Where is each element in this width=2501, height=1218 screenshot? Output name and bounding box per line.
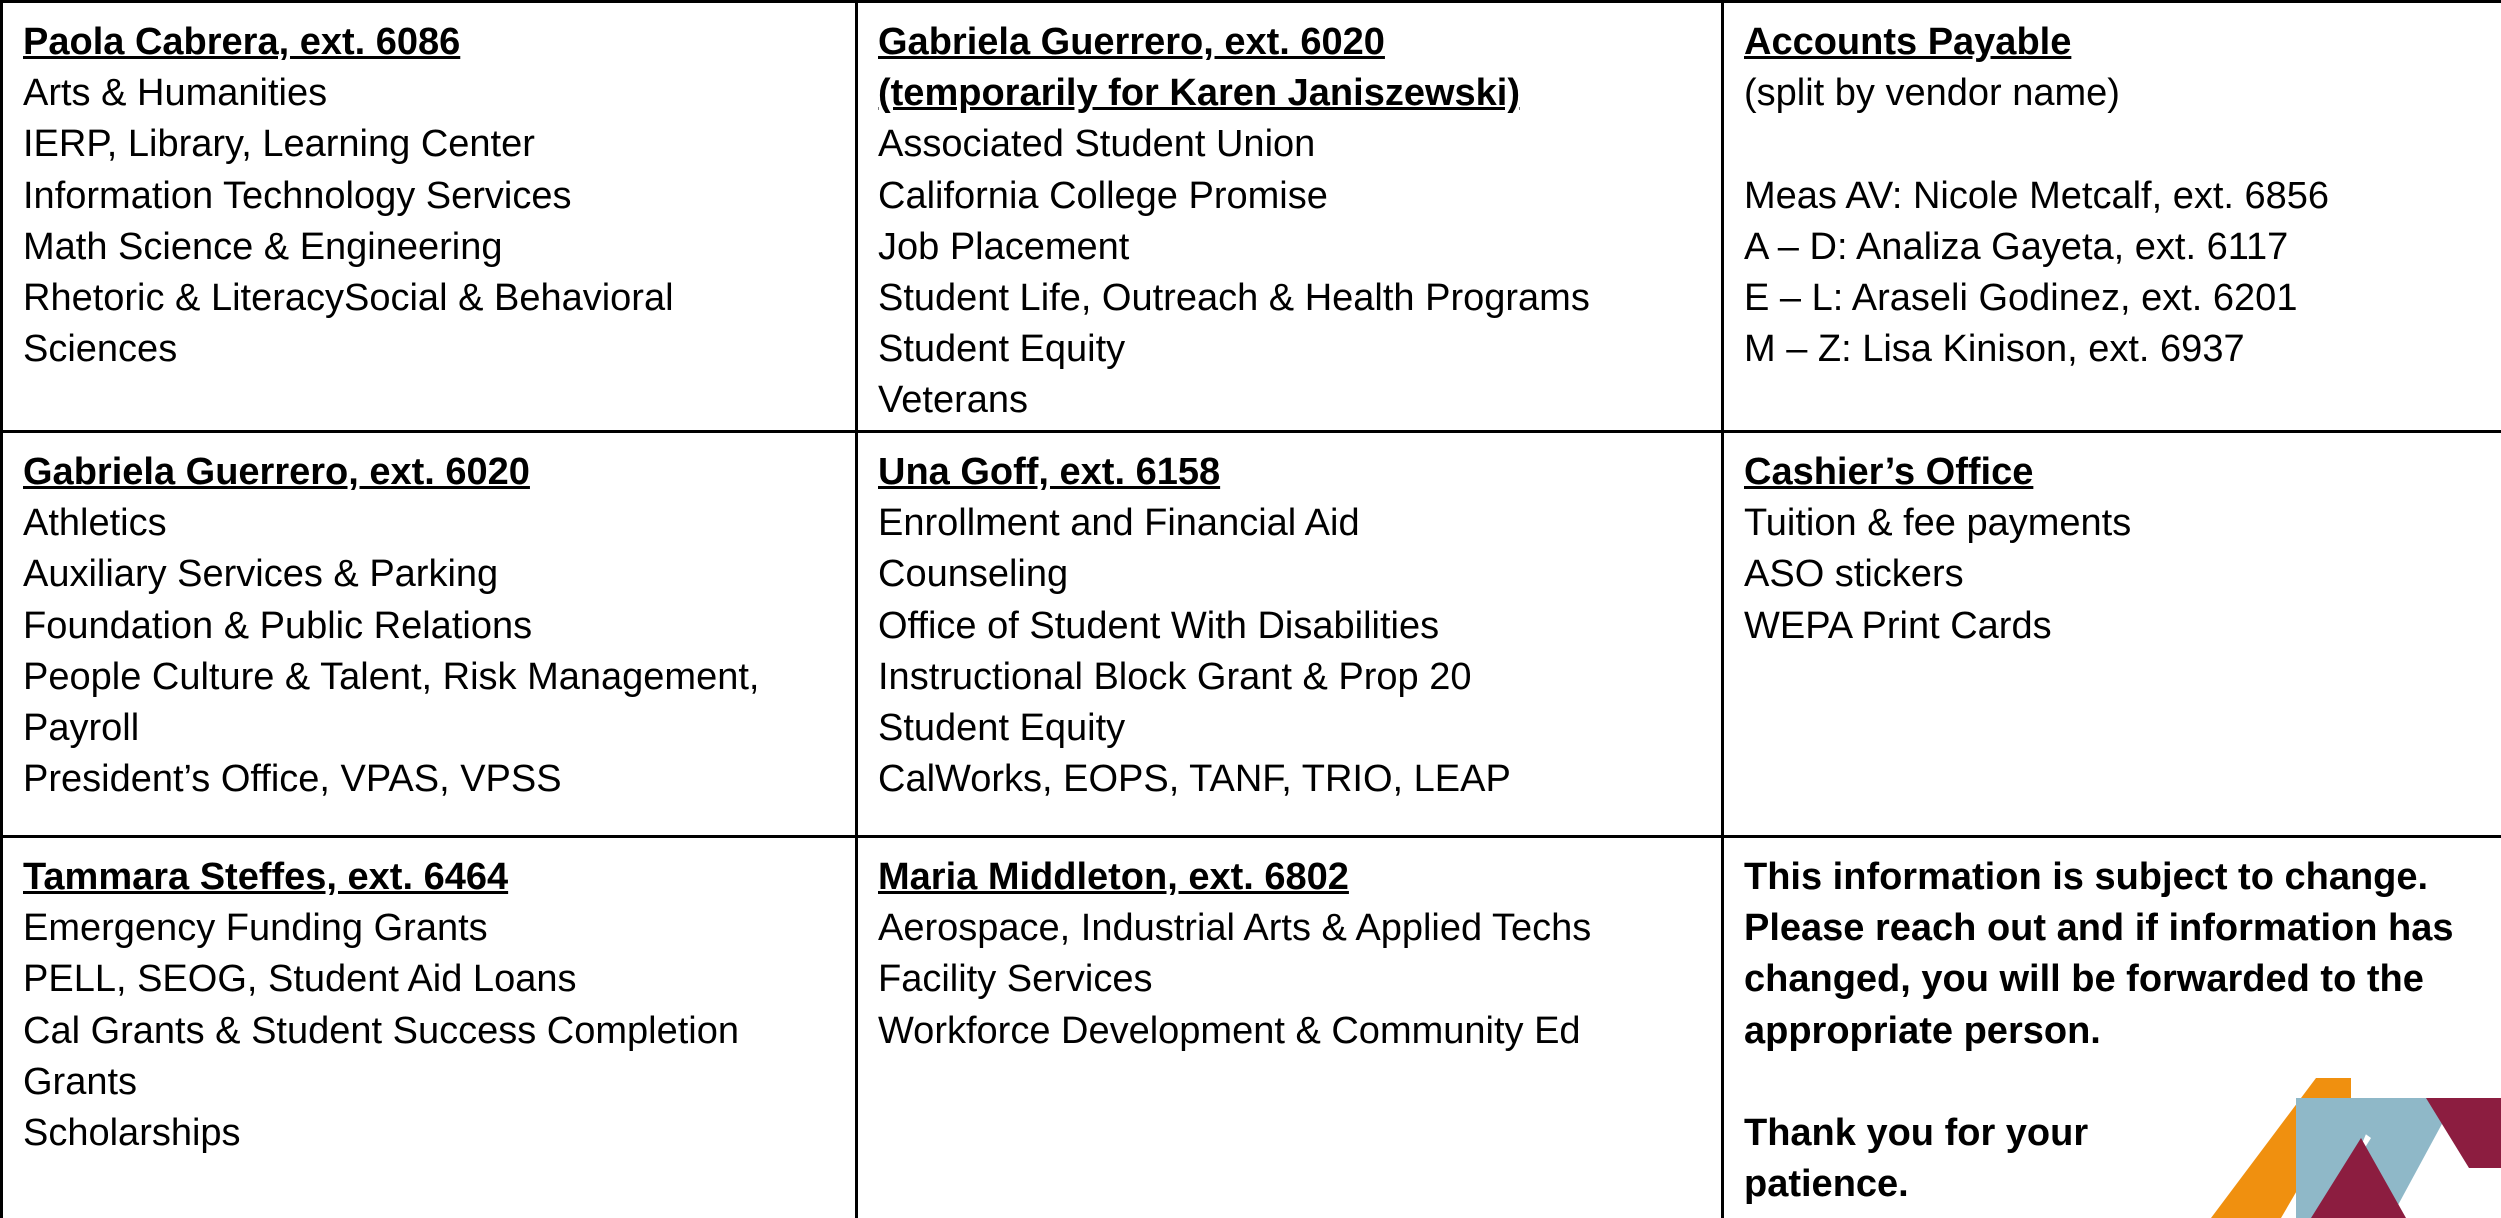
department-line: Foundation & Public Relations — [23, 604, 533, 647]
cell-accounts-payable — [1721, 0, 2501, 430]
department-line: Payroll — [23, 707, 140, 750]
vendor-line: E – L: Araseli Godinez, ext. 6201 — [1744, 277, 2298, 319]
service-line: WEPA Print Cards — [1744, 604, 2052, 647]
college-logo-icon — [2201, 1078, 2501, 1218]
notice-line: Please reach out and if information has — [1744, 907, 2454, 950]
vendor-line: M – Z: Lisa Kinison, ext. 6937 — [1744, 328, 2245, 371]
service-line: ASO stickers — [1744, 553, 1964, 596]
department-line: Instructional Block Grant & Prop 20 — [878, 655, 1472, 698]
department-line: Student Life, Outreach & Health Programs — [878, 277, 1590, 320]
department-line: Aerospace, Industrial Arts & Applied Techs — [878, 907, 1592, 950]
department-line: Information Technology Services — [23, 174, 572, 217]
section-note: (split by vendor name) — [1744, 72, 2120, 115]
contact-title: Una Goff, ext. 6158 — [878, 451, 1221, 493]
cell-gabriela-guerrero-temporary — [855, 0, 1721, 430]
department-line: Associated Student Union — [878, 123, 1316, 166]
department-line: Workforce Development & Community Ed — [878, 1009, 1581, 1052]
contact-title: Maria Middleton, ext. 6802 — [878, 856, 1349, 898]
vendor-line: Meas AV: Nicole Metcalf, ext. 6856 — [1744, 174, 2330, 217]
department-line: Cal Grants & Student Success Completion — [23, 1009, 740, 1052]
contact-title: Paola Cabrera, ext. 6086 — [23, 21, 461, 63]
thanks-line: patience. — [1744, 1163, 1909, 1206]
department-line: People Culture & Talent, Risk Management, — [23, 655, 760, 698]
cell-gabriela-guerrero — [0, 430, 855, 835]
department-line: Athletics — [23, 502, 167, 545]
vendor-line: A – D: Analiza Gayeta, ext. 6117 — [1744, 225, 2289, 268]
department-line: Auxiliary Services & Parking — [23, 553, 499, 596]
cell-paola-cabrera — [0, 0, 855, 430]
contact-title: Tammara Steffes, ext. 6464 — [23, 856, 509, 898]
department-line: Scholarships — [23, 1112, 241, 1155]
section-title: Accounts Payable — [1744, 21, 2072, 63]
department-line: Student Equity — [878, 707, 1126, 750]
department-line: Counseling — [878, 553, 1069, 596]
cell-una-goff — [855, 430, 1721, 835]
notice-line: This information is subject to change. — [1744, 856, 2429, 898]
department-line: Sciences — [23, 328, 178, 371]
department-line: Veterans — [878, 379, 1028, 422]
cell-maria-middleton — [855, 835, 1721, 1218]
department-line: President’s Office, VPAS, VPSS — [23, 758, 562, 801]
department-line: Arts & Humanities — [23, 72, 328, 115]
thanks-line: Thank you for your — [1744, 1112, 2089, 1154]
spacer — [1744, 119, 2481, 170]
department-line: CalWorks, EOPS, TANF, TRIO, LEAP — [878, 758, 1511, 801]
department-line: California College Promise — [878, 174, 1328, 217]
department-line: Student Equity — [878, 328, 1126, 371]
department-line: IERP, Library, Learning Center — [23, 123, 535, 166]
department-line: Emergency Funding Grants — [23, 907, 488, 950]
cell-tammara-steffes — [0, 835, 855, 1218]
contact-subtitle: (temporarily for Karen Janiszewski) — [878, 72, 1520, 115]
notice-line: appropriate person. — [1744, 1009, 2101, 1052]
department-line: Math Science & Engineering — [23, 225, 503, 268]
service-line: Tuition & fee payments — [1744, 502, 2132, 545]
contact-title: Gabriela Guerrero, ext. 6020 — [878, 21, 1385, 63]
section-title: Cashier’s Office — [1744, 451, 2034, 493]
department-line: Job Placement — [878, 225, 1130, 268]
logo-maroon-shape — [2426, 1098, 2501, 1168]
cell-cashiers-office — [1721, 430, 2501, 835]
department-line: Grants — [23, 1060, 138, 1103]
department-line: Rhetoric & LiteracySocial & Behavioral — [23, 277, 674, 320]
contact-title: Gabriela Guerrero, ext. 6020 — [23, 451, 530, 493]
department-line: Office of Student With Disabilities — [878, 604, 1440, 647]
department-line: Enrollment and Financial Aid — [878, 502, 1360, 545]
department-line: Facility Services — [878, 958, 1153, 1001]
notice-line: changed, you will be forwarded to the — [1744, 958, 2424, 1001]
department-line: PELL, SEOG, Student Aid Loans — [23, 958, 577, 1001]
cell-notice — [1721, 835, 2501, 1218]
